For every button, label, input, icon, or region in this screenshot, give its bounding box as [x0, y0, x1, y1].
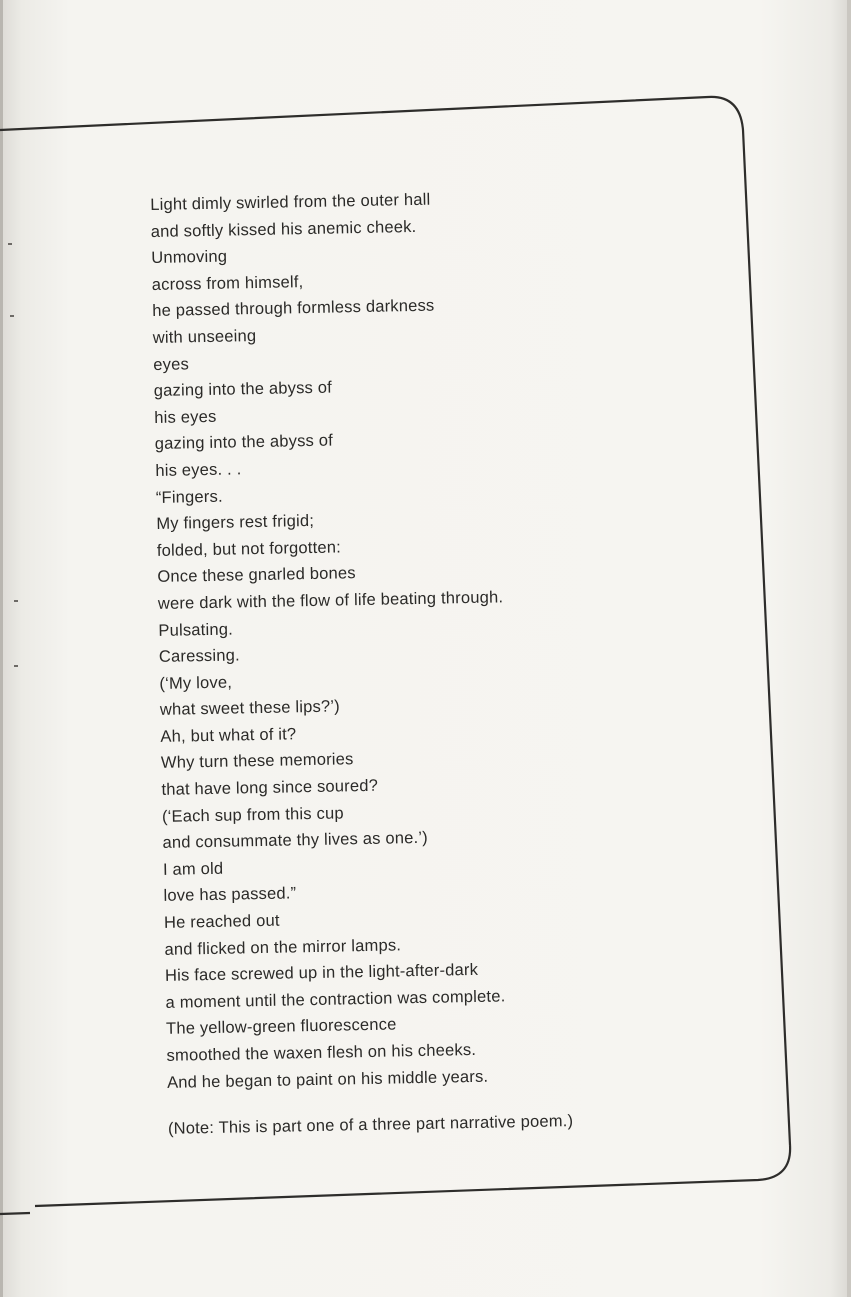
poem-note: (Note: This is part one of a three part narrative poem.) [167, 1112, 574, 1139]
poem-line: And he began to paint on his middle years. [166, 1067, 489, 1092]
poem-line: Light dimly swirled from the outer hall [150, 190, 431, 214]
poem-line: Why turn these memories [160, 750, 354, 773]
poem-line: love has passed.” [163, 884, 297, 906]
poem-line: The yellow-green fluorescence [165, 1015, 397, 1039]
poem-line: Unmoving [151, 247, 228, 268]
poem-line: Pulsating. [158, 619, 234, 640]
poem-line: across from himself, [151, 272, 304, 294]
poem-line: My fingers rest frigid; [156, 512, 315, 534]
poem-line: smoothed the waxen flesh on his cheeks. [166, 1040, 477, 1065]
poem-line: with unseeing [152, 326, 257, 347]
poem-line: I am old [162, 859, 224, 879]
poem-line: “Fingers. [155, 487, 223, 507]
margin-tick [14, 665, 18, 667]
poem-line: folded, but not forgotten: [156, 538, 342, 560]
poem-text [150, 180, 809, 1172]
margin-tick [10, 315, 14, 317]
poem-line: gazing into the abyss of [154, 431, 334, 454]
poem-line: (‘My love, [159, 673, 233, 693]
poem-line: (‘Each sup from this cup [161, 804, 344, 826]
margin-tick [8, 243, 12, 245]
poem-line: what sweet these lips?’) [159, 697, 341, 720]
poem-line: his eyes [154, 407, 217, 427]
margin-tick [14, 600, 18, 602]
poem-line: and flicked on the mirror lamps. [164, 935, 402, 959]
frame-bottom-fragment [0, 1213, 30, 1214]
poem-line: and softly kissed his anemic cheek. [150, 217, 417, 241]
poem-line: Once these gnarled bones [157, 564, 356, 587]
poem-line: he passed through formless darkness [152, 296, 435, 321]
poem-line: a moment until the contraction was complete. [165, 987, 506, 1012]
poem-line: his eyes. . . [155, 460, 242, 480]
poem-line: eyes [153, 354, 190, 374]
poem-line: gazing into the abyss of [153, 378, 333, 401]
poem-line: Caressing. [158, 646, 240, 667]
poem-line: and consummate thy lives as one.’) [162, 829, 429, 853]
poem-line: He reached out [163, 911, 280, 932]
poem-line: that have long since soured? [161, 776, 379, 799]
poem-line: were dark with the flow of life beating through. [157, 588, 504, 613]
poem-line: His face screwed up in the light-after-dark [164, 961, 479, 986]
poem-line: Ah, but what of it? [160, 725, 297, 746]
